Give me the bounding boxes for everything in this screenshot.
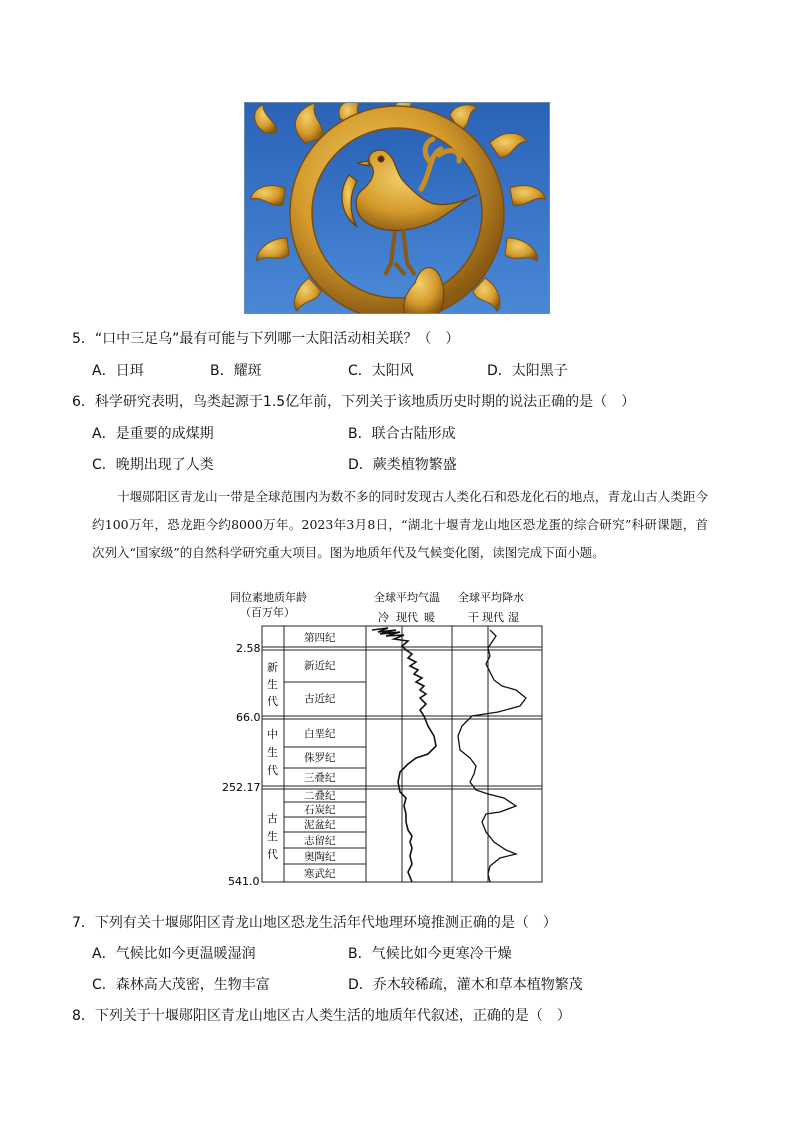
- temp-scale-now: 现代: [396, 611, 418, 624]
- age-66: 66.0: [236, 711, 261, 724]
- period-quaternary: 第四纪: [304, 632, 336, 644]
- precip-scale-now: 现代: [482, 611, 504, 624]
- q5-option-c: C．太阳风: [348, 363, 414, 379]
- era-cenozoic-3: 代: [267, 695, 278, 708]
- question-7-stem: 7．下列有关十堰郧阳区青龙山地区恐龙生活年代地理环境推测正确的是（ ）: [72, 915, 557, 931]
- geologic-climate-figure: [220, 586, 550, 888]
- era-cenozoic-1: 新: [267, 661, 278, 674]
- era-paleozoic-2: 生: [267, 830, 278, 843]
- q7-option-b: B．气候比如今更寒冷干燥: [348, 946, 512, 962]
- q7-option-c: C．森林高大茂密，生物丰富: [92, 977, 270, 993]
- q5-option-a: A．日珥: [92, 363, 144, 379]
- question-8-stem: 8．下列关于十堰郧阳区青龙山地区古人类生活的地质年代叙述，正确的是（ ）: [72, 1008, 571, 1024]
- period-devonian: 泥盆纪: [304, 819, 336, 831]
- precip-scale-dry: 干: [468, 611, 479, 624]
- era-mesozoic-3: 代: [267, 764, 278, 777]
- header-age: 同位素地质年龄: [230, 591, 307, 604]
- q6-option-a: A．是重要的成煤期: [92, 426, 214, 442]
- period-ordovician: 奥陶纪: [304, 851, 336, 863]
- temp-scale-cold: 冷: [378, 611, 389, 624]
- era-mesozoic-2: 生: [267, 746, 278, 759]
- precipitation-curve: [458, 630, 526, 882]
- age-252: 252.17: [222, 781, 261, 794]
- q7-option-a: A．气候比如今更温暖湿润: [92, 946, 256, 962]
- age-2-58: 2.58: [236, 642, 261, 655]
- sun-bird-emblem-photo: [244, 102, 550, 314]
- period-cretaceous: 白垩纪: [304, 728, 336, 740]
- q5-option-d: D．太阳黑子: [487, 363, 568, 379]
- header-precip: 全球平均降水: [458, 591, 524, 604]
- precip-scale-wet: 湿: [508, 611, 519, 624]
- header-unit: （百万年）: [240, 606, 295, 619]
- temp-scale-warm: 暖: [424, 611, 435, 624]
- period-silurian: 志留纪: [304, 835, 336, 847]
- q6-option-d: D．蕨类植物繁盛: [348, 457, 457, 473]
- q5-option-b: B．耀斑: [210, 363, 262, 379]
- period-carboniferous: 石炭纪: [304, 804, 336, 816]
- q7-option-d: D．乔木较稀疏，灌木和草本植物繁茂: [348, 977, 583, 993]
- reading-passage: 十堰郧阳区青龙山一带是全球范围内为数不多的同时发现古人类化石和恐龙化石的地点，青龙山古人类距今约100万年，恐龙距今约8000万年。2023年3月8日，“湖北十堰青龙山地区恐龙蛋的综合研究”科研课题，首次列入“国家级”的自然科学研究重大项目。图为地质年代及气候变化图，读图完成下面小题。: [92, 489, 708, 560]
- header-temp: 全球平均气温: [374, 591, 440, 604]
- age-541: 541.0: [228, 875, 260, 888]
- period-jurassic: 侏罗纪: [304, 752, 336, 764]
- period-paleogene: 古近纪: [304, 693, 336, 705]
- period-cambrian: 寒武纪: [304, 868, 336, 880]
- era-mesozoic-1: 中: [267, 728, 278, 741]
- era-paleozoic-3: 代: [267, 848, 278, 861]
- sun-bird-illustration: [245, 103, 550, 314]
- era-paleozoic-1: 古: [267, 812, 278, 825]
- q6-option-b: B．联合古陆形成: [348, 426, 456, 442]
- period-triassic: 三叠纪: [304, 772, 336, 784]
- period-permian: 二叠纪: [304, 790, 336, 802]
- period-neogene: 新近纪: [304, 660, 336, 672]
- question-5-stem: 5．“口中三足乌”最有可能与下列哪一太阳活动相关联？（ ）: [72, 331, 460, 347]
- era-cenozoic-2: 生: [267, 678, 278, 691]
- temperature-curve: [372, 628, 436, 882]
- q6-option-c: C．晚期出现了人类: [92, 457, 214, 473]
- question-6-stem: 6．科学研究表明，鸟类起源于1.5亿年前，下列关于该地质历史时期的说法正确的是（ ）: [72, 394, 636, 410]
